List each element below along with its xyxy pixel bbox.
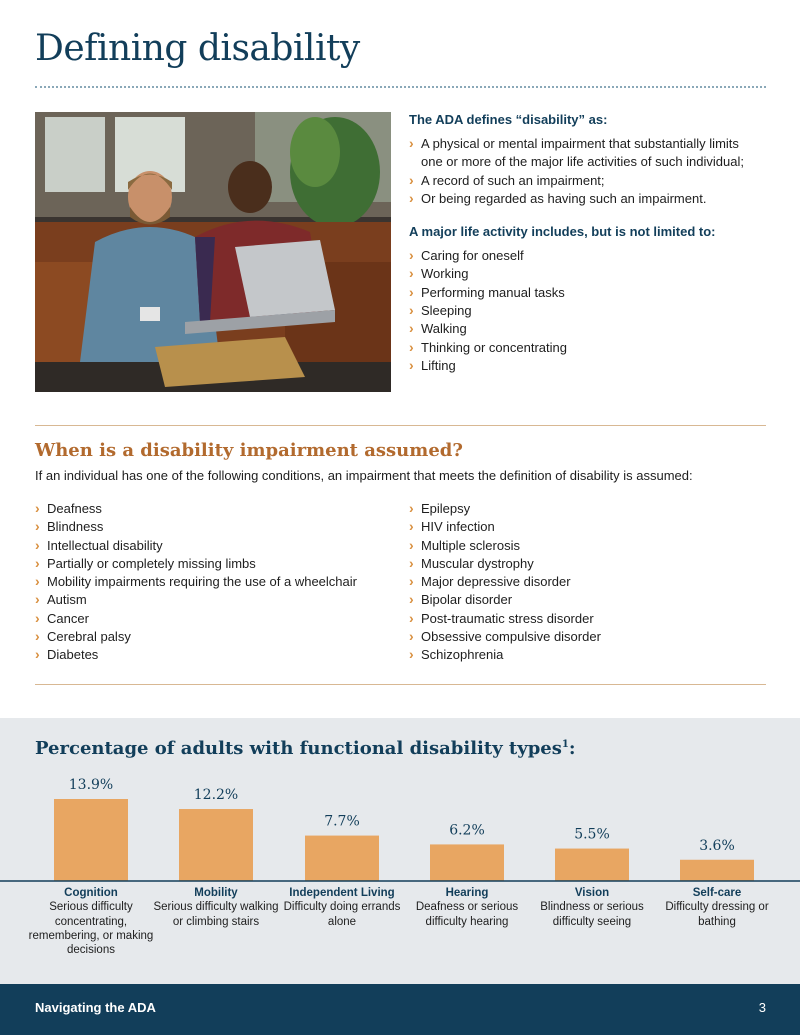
category-name: Vision	[574, 887, 610, 899]
category-description: Blindness or serious difficulty seeing	[540, 901, 644, 928]
condition-item: › Partially or completely missing limbs	[35, 555, 395, 573]
chart-title-footnote: 1	[561, 739, 569, 750]
condition-item: › Schizophrenia	[409, 646, 769, 664]
condition-item: › Mobility impairments requiring the use of a wheelchair	[35, 573, 395, 591]
category-label	[527, 886, 657, 929]
condition-item: › Major depressive disorder	[409, 573, 769, 591]
condition-item: › Muscular dystrophy	[409, 555, 769, 573]
bar-value-label: 5.5%	[574, 826, 610, 843]
life-activity-item: › Lifting	[409, 357, 769, 375]
life-activity-item: › Sleeping	[409, 302, 769, 320]
category-name: Cognition	[64, 887, 118, 899]
chart-panel	[0, 718, 800, 984]
category-description: Serious difficulty walking or climbing stairs	[153, 901, 279, 928]
bar	[305, 836, 379, 881]
assumed-heading: When is a disability impairment assumed?	[35, 440, 463, 461]
bar-value-label: 12.2%	[193, 787, 239, 804]
bar-value-label: 6.2%	[449, 822, 485, 839]
condition-item: › Cancer	[35, 610, 395, 628]
condition-item: › Intellectual disability	[35, 537, 395, 555]
bar	[430, 844, 504, 881]
condition-item: › Epilepsy	[409, 500, 769, 518]
category-description: Difficulty doing errands alone	[283, 901, 401, 928]
page-title: Defining disability	[35, 28, 360, 69]
condition-item: › Autism	[35, 591, 395, 609]
category-name: Self-care	[692, 887, 742, 899]
category-label	[26, 886, 156, 957]
life-activity-item: › Caring for oneself	[409, 247, 769, 265]
definition-list	[409, 135, 769, 208]
definition-item: › A record of such an impairment;	[409, 172, 769, 190]
footer-title: Navigating the ADA	[35, 1000, 156, 1015]
category-name: Independent Living	[289, 887, 395, 899]
conditions-list-right	[409, 500, 769, 665]
category-label	[151, 886, 281, 929]
photo-two-men-laptop	[35, 112, 391, 392]
bar	[680, 860, 754, 881]
bar-value-label: 7.7%	[324, 813, 360, 830]
definition-item: › A physical or mental impairment that substantially limits one or more of the major life activities of such individual;	[409, 135, 754, 172]
title-divider	[35, 86, 766, 88]
bar	[555, 849, 629, 881]
section-divider	[35, 684, 766, 685]
category-description: Serious difficulty concentrating, remembering, or making decisions	[28, 901, 154, 957]
footer-bar	[0, 984, 800, 1035]
category-label	[277, 886, 407, 929]
condition-item: › Post-traumatic stress disorder	[409, 610, 769, 628]
chart-title	[35, 738, 576, 759]
category-label	[652, 886, 782, 929]
life-activity-item: › Walking	[409, 320, 769, 338]
bar	[54, 799, 128, 881]
definition-item: › Or being regarded as having such an impairment.	[409, 190, 769, 208]
assumed-intro: If an individual has one of the following conditions, an impairment that meets the definition of disability is assumed:	[35, 468, 693, 483]
condition-item: › Multiple sclerosis	[409, 537, 769, 555]
life-activity-list	[409, 247, 769, 375]
chart-title-suffix: :	[568, 738, 576, 759]
condition-item: › Cerebral palsy	[35, 628, 395, 646]
condition-item: › Blindness	[35, 518, 395, 536]
category-label	[402, 886, 532, 929]
category-name: Mobility	[194, 887, 238, 899]
life-activity-item: › Thinking or concentrating	[409, 339, 769, 357]
bar	[179, 809, 253, 881]
bar-value-label: 13.9%	[68, 777, 114, 793]
condition-item: › Deafness	[35, 500, 395, 518]
category-description: Deafness or serious difficulty hearing	[415, 901, 519, 928]
bar-value-label: 3.6%	[699, 837, 735, 854]
condition-item: › Diabetes	[35, 646, 395, 664]
category-description: Difficulty dressing or bathing	[665, 901, 769, 928]
page-number: 3	[758, 1000, 766, 1015]
definition-heading: The ADA defines “disability” as:	[409, 112, 608, 127]
section-divider	[35, 425, 766, 426]
condition-item: › Obsessive compulsive disorder	[409, 628, 769, 646]
life-activity-item: › Working	[409, 265, 769, 283]
category-name: Hearing	[445, 887, 489, 899]
life-activity-item: › Performing manual tasks	[409, 284, 769, 302]
condition-item: › HIV infection	[409, 518, 769, 536]
conditions-list-left	[35, 500, 395, 665]
life-activity-heading: A major life activity includes, but is not limited to:	[409, 224, 716, 240]
chart-title-text: Percentage of adults with functional disability types	[35, 738, 562, 759]
condition-item: › Bipolar disorder	[409, 591, 769, 609]
definition-panel	[409, 112, 769, 375]
